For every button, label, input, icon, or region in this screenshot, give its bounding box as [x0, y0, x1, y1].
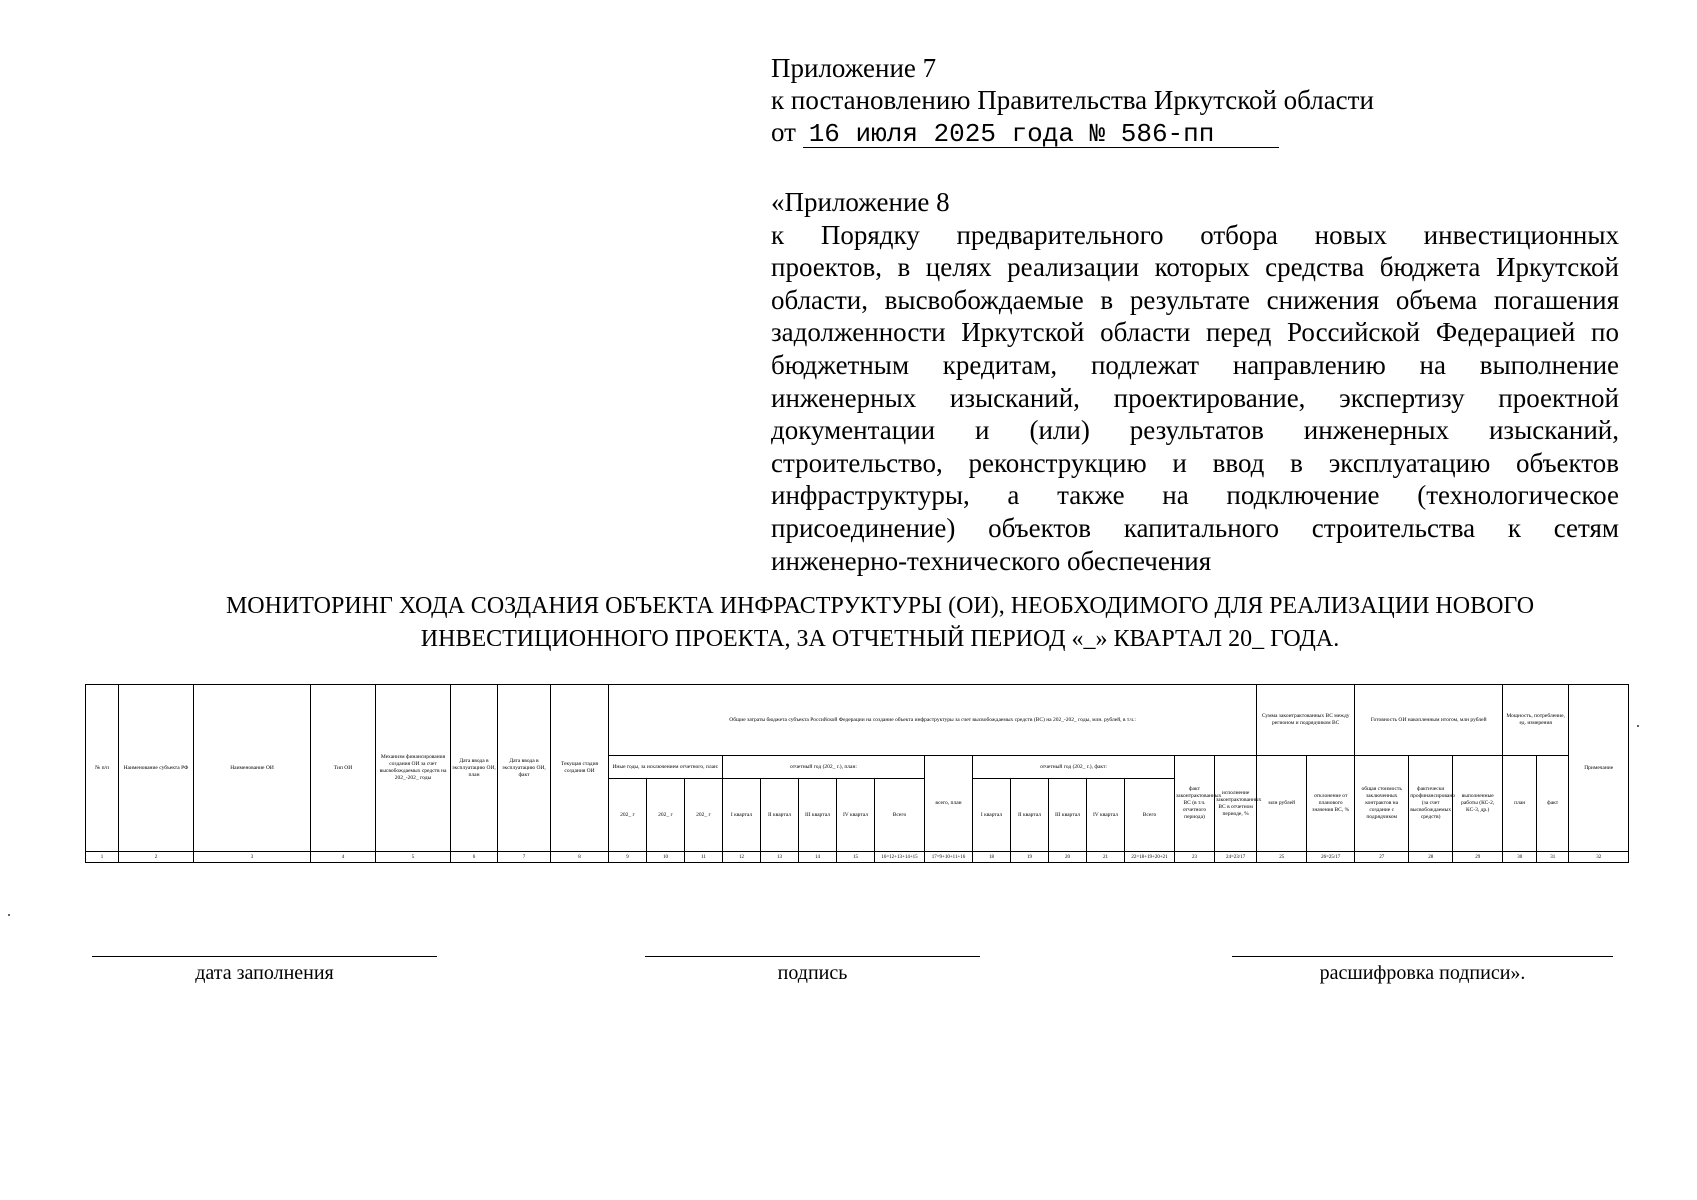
- appendix-8-line: задолженности Иркутской области перед Российской Федерацией по: [771, 317, 1619, 348]
- column-number: 19: [1011, 852, 1049, 863]
- scan-speck: [8, 914, 10, 916]
- column-number: 26=25/17: [1307, 852, 1355, 863]
- header-execution: исполнение законтрактованных ВС в отчетном периоде, %: [1215, 756, 1257, 852]
- column-number: 9: [609, 852, 647, 863]
- column-number: 29: [1453, 852, 1503, 863]
- appendix-8-line: строительство, реконструкцию и ввод в эксплуатацию объектов: [771, 447, 1619, 478]
- date-signature-line: [92, 956, 437, 958]
- header-date-plan: Дата ввода в эксплуатацию ОИ, план: [451, 685, 498, 852]
- header-capacity: Мощность, потребление, ед. измерения: [1503, 685, 1569, 756]
- column-number: 15: [837, 852, 875, 863]
- header-prev-years: Иные годы, за исключением отчетного, план:: [609, 756, 723, 779]
- scan-speck: [1637, 725, 1639, 727]
- appendix-8-line: документации и (или) результатов инженерных изысканий,: [771, 415, 1619, 446]
- appendix-8-line: области, высвобождаемые в результате снижения объема погашения: [771, 284, 1619, 315]
- column-number: 20: [1049, 852, 1087, 863]
- header-year: 202_ г: [685, 779, 723, 852]
- appendix-8-line: инженерных изысканий, проектирование, экспертизу проектной: [771, 382, 1619, 413]
- header-oi-type: Тип ОИ: [311, 685, 376, 852]
- column-number: 32: [1569, 852, 1629, 863]
- header-num: № п/п: [86, 685, 119, 852]
- header-total-year-plan: Всего: [875, 779, 925, 852]
- title-line-2: ИНВЕСТИЦИОННОГО ПРОЕКТА, ЗА ОТЧЕТНЫЙ ПЕРИОД «_» КВАРТАЛ 20_ ГОДА.: [420, 626, 1340, 652]
- header-oi-name: Наименование ОИ: [194, 685, 311, 852]
- header-quarter-4-fact: IV квартал: [1087, 779, 1125, 852]
- header-year: 202_ г: [647, 779, 685, 852]
- appendix-date-line: [771, 116, 1619, 148]
- column-number-row: [86, 852, 1629, 863]
- appendix-8-line: бюджетным кредитам, подлежат направлению на выполнение: [771, 349, 1619, 380]
- header-contract-sum: Сумма законтрактованных ВС между регионом и подрядчиком ВС: [1257, 685, 1355, 756]
- column-number: 6: [451, 852, 498, 863]
- header-works: выполненные работы (КС-2, КС-3, др.): [1453, 756, 1503, 852]
- header-readiness: Готовность ОИ накопленным итогом, млн рублей: [1355, 685, 1503, 756]
- column-number: 17=9+10+11+16: [925, 852, 973, 863]
- column-number: 3: [194, 852, 311, 863]
- header-total-plan: всего, план: [925, 756, 973, 852]
- table-header-row: [86, 685, 1629, 756]
- column-number: 13: [761, 852, 799, 863]
- column-number: 23: [1175, 852, 1215, 863]
- column-number: 27: [1355, 852, 1409, 863]
- header-total-year-fact: Всего: [1125, 779, 1175, 852]
- appendix-reference: к постановлению Правительства Иркутской области: [771, 85, 1374, 115]
- header-quarter-1-plan: I квартал: [723, 779, 761, 852]
- column-number: 4: [311, 852, 376, 863]
- column-number: 18: [973, 852, 1011, 863]
- column-number: 16=12+13+14+15: [875, 852, 925, 863]
- monitoring-table-wrap: [85, 684, 1621, 863]
- title-line-1: МОНИТОРИНГ ХОДА СОЗДАНИЯ ОБЪЕКТА ИНФРАСТРУКТУРЫ (ОИ), НЕОБХОДИМОГО ДЛЯ РЕАЛИЗАЦИИ НОВОГО: [225, 593, 1535, 619]
- column-number: 10: [647, 852, 685, 863]
- header-quarter-1-fact: I квартал: [973, 779, 1011, 852]
- appendix-8-heading: «Приложение 8: [771, 187, 950, 217]
- column-number: 25: [1257, 852, 1307, 863]
- column-number: 28: [1409, 852, 1453, 863]
- header-total-cost: общая стоимость заключенных контрактов на создание с подрядчиком: [1355, 756, 1409, 852]
- signature-label: подпись: [777, 962, 848, 984]
- appendix-8-line: инфраструктуры, а также на подключение (технологическое: [771, 480, 1619, 511]
- appendix-8-line: к Порядку предварительного отбора новых инвестиционных: [771, 219, 1619, 250]
- column-number: 31: [1537, 852, 1569, 863]
- header-capacity-fact: факт: [1537, 756, 1569, 852]
- header-quarter-2-fact: II квартал: [1011, 779, 1049, 852]
- appendix-7-header: [771, 52, 1619, 148]
- header-total-costs: Общие затраты бюджета субъекта Российской Федерации на создание объекта инфраструктуры за счет высвобождаемых средств (ВС) на 202_-202_ годы, млн. рублей, в т.ч.:: [609, 685, 1257, 756]
- header-contract-mln: млн рублей: [1257, 756, 1307, 852]
- date-value-field: [803, 119, 1279, 148]
- column-number: 30: [1503, 852, 1537, 863]
- date-filled-label: дата заполнения: [195, 962, 334, 984]
- header-subject: Наименование субъекта РФ: [119, 685, 194, 852]
- column-number: 1: [86, 852, 119, 863]
- header-quarter-4-plan: IV квартал: [837, 779, 875, 852]
- header-quarter-2-plan: II квартал: [761, 779, 799, 852]
- column-number: 22=18+19+20+21: [1125, 852, 1175, 863]
- header-financing: Механизм финансирования создания ОИ за счет высвобождаемых средств на 202_-202_ годы: [376, 685, 451, 852]
- header-note: Примечание: [1569, 685, 1629, 852]
- header-date-fact: Дата ввода в эксплуатацию ОИ, факт: [498, 685, 551, 852]
- column-number: 12: [723, 852, 761, 863]
- appendix-8-line: присоединение) объектов капитального строительства к сетям: [771, 512, 1619, 543]
- signature-decode-label: расшифровка подписи».: [1319, 962, 1526, 984]
- appendix-number: Приложение 7: [771, 53, 937, 83]
- appendix-8-block: [771, 186, 1619, 577]
- appendix-8-line: инженерно-технического обеспечения: [771, 545, 1212, 576]
- column-number: 11: [685, 852, 723, 863]
- column-number: 21: [1087, 852, 1125, 863]
- header-fact-financed: фактически профинансировано (за счет высвобождаемых средств): [1409, 756, 1453, 852]
- column-number: 24=23/17: [1215, 852, 1257, 863]
- header-deviation: отклонение от планового значения ВС, %: [1307, 756, 1355, 852]
- signature-decode-line: [1232, 956, 1613, 958]
- appendix-8-line: проектов, в целях реализации которых средства бюджета Иркутской: [771, 252, 1619, 283]
- date-prefix: от: [771, 117, 796, 147]
- date-value: 16 июля 2025 года № 586-пп: [808, 119, 1215, 149]
- header-stage: Текущая стадия создания ОИ: [551, 685, 609, 852]
- column-number: 5: [376, 852, 451, 863]
- header-quarter-3-plan: III квартал: [799, 779, 837, 852]
- header-year: 202_ г: [609, 779, 647, 852]
- header-report-year-plan: отчетный год (202_ г.), план:: [723, 756, 925, 779]
- signature-line: [645, 956, 980, 958]
- column-number: 7: [498, 852, 551, 863]
- header-fact-contracted: факт законтрактованных ВС (в т.ч. отчетного периода): [1175, 756, 1215, 852]
- header-quarter-3-fact: III квартал: [1049, 779, 1087, 852]
- column-number: 14: [799, 852, 837, 863]
- column-number: 2: [119, 852, 194, 863]
- monitoring-table: [85, 684, 1629, 863]
- header-capacity-plan: план: [1503, 756, 1537, 852]
- column-number: 8: [551, 852, 609, 863]
- header-report-year-fact: отчетный год (202_ г.), факт:: [973, 756, 1175, 779]
- document-title: [180, 590, 1580, 656]
